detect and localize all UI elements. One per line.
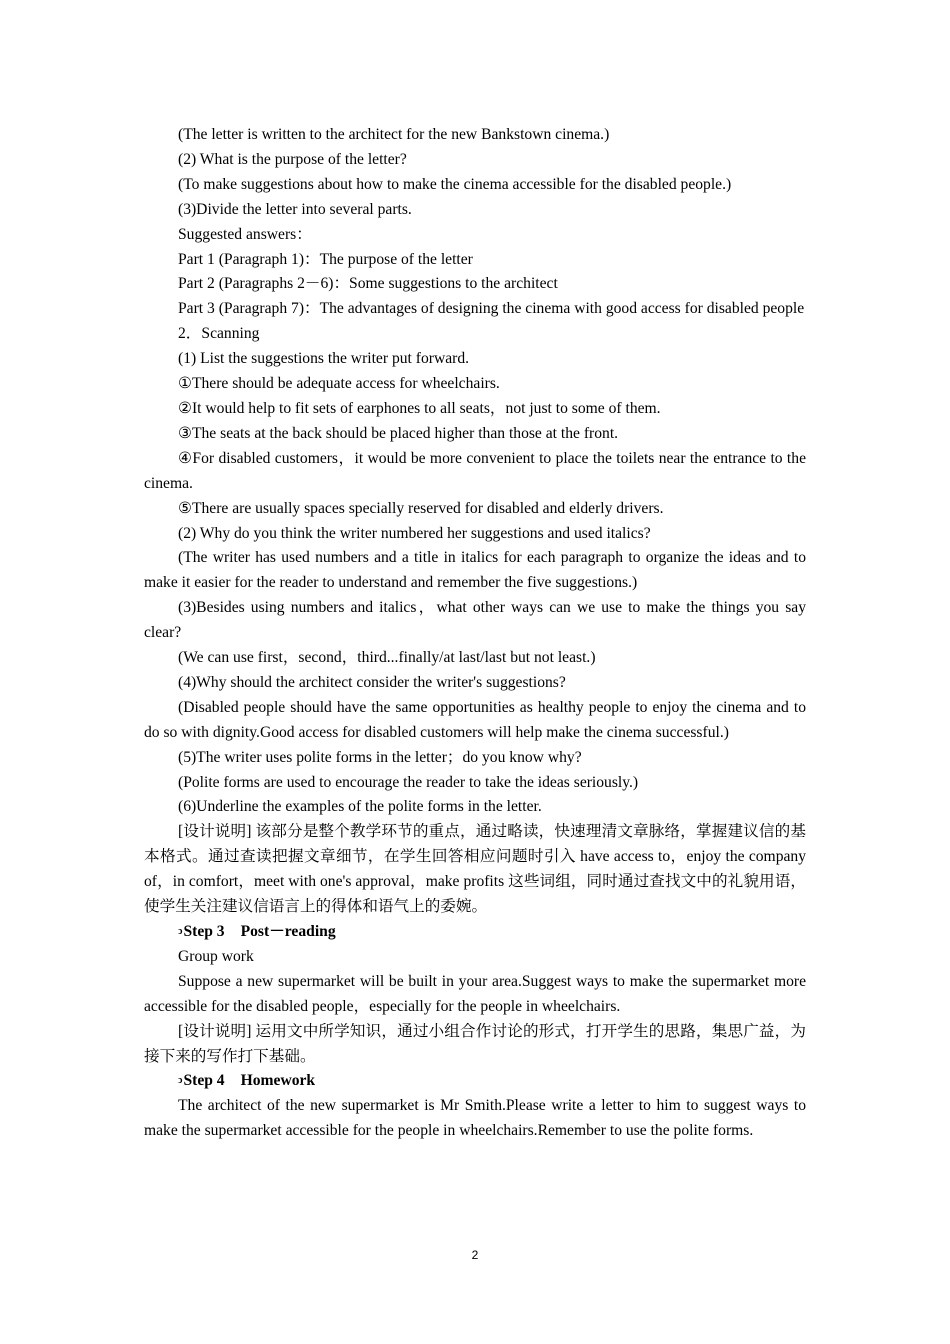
page-body: [144, 123, 806, 1144]
step-marker-icon: ↄ: [178, 926, 183, 937]
text-paragraph: (The writer has used numbers and a title in italics for each paragraph to organize the ideas and to make it easier for the reader to understand and remember the five suggestions.): [144, 549, 806, 592]
text-paragraph: (The letter is written to the architect for the new Bankstown cinema.): [178, 126, 610, 143]
text-paragraph: (1) List the suggestions the writer put forward.: [178, 350, 470, 368]
text-paragraph: Part 3 (Paragraph 7)：The advantages of designing the cinema with good access for disabled people: [178, 300, 805, 318]
page-number: 2: [471, 1248, 479, 1262]
step-3-heading: [144, 920, 806, 945]
list-item: ④For disabled customers，it would be more convenient to place the toilets near the entrance to the cinema.: [144, 449, 806, 492]
text-paragraph: The architect of the new supermarket is Mr Smith.Please write a letter to him to suggest ways to make the supermarket accessible for the people in wheelchairs.Remember to use the polite forms.: [144, 1097, 806, 1140]
text-paragraph: (3)Besides using numbers and italics，what other ways can we use to make the things you say clear?: [144, 599, 806, 642]
text-paragraph: Suggested answers：: [178, 225, 312, 243]
text-paragraph: (2) What is the purpose of the letter?: [178, 150, 407, 168]
text-paragraph: (Disabled people should have the same opportunities as healthy people to enjoy the cinema and to do so with dignity.Good access for disabled customers will help make the cinema successful.): [144, 698, 806, 741]
list-item: ⑤There are usually spaces specially reserved for disabled and elderly drivers.: [178, 499, 664, 517]
text-paragraph: Group work: [178, 947, 254, 965]
text-paragraph: Suppose a new supermarket will be built in your area.Suggest ways to make the supermarket more accessible for the disabled people，especially for the people in wheelchairs.: [144, 972, 806, 1015]
step-label: Homework: [240, 1072, 316, 1090]
text-paragraph: (5)The writer uses polite forms in the letter；do you know why?: [178, 748, 582, 766]
step-title: Step 4: [183, 1072, 225, 1090]
step-title: Step 3: [183, 923, 225, 940]
step-4-heading: [144, 1069, 806, 1094]
text-paragraph: (2) Why do you think the writer numbered her suggestions and used italics?: [178, 524, 651, 542]
design-note: [设计说明] 该部分是整个教学环节的重点，通过略读，快速理清文章脉络，掌握建议信的基本格式。通过查读把握文章细节，在学生回答相应问题时引入 have access to，enjoy the company of，in comfort，meet with one's approval，make profits 这些词组，同时通过查找文中的礼貌用语，使学生关注建议信语言上的得体和语气上的委婉。: [144, 823, 806, 916]
list-item: ③The seats at the back should be placed higher than those at the front.: [178, 424, 619, 442]
list-item: ②It would help to fit sets of earphones to all seats，not just to some of them.: [178, 399, 661, 417]
text-paragraph: (Polite forms are used to encourage the reader to take the ideas seriously.): [178, 773, 639, 791]
text-paragraph: (6)Underline the examples of the polite forms in the letter.: [178, 798, 542, 816]
step-marker-icon: ↄ: [178, 1075, 183, 1087]
design-note: [设计说明] 运用文中所学知识，通过小组合作讨论的形式，打开学生的思路，集思广益，为接下来的写作打下基础。: [144, 1022, 806, 1065]
list-item: ①There should be adequate access for wheelchairs.: [178, 375, 500, 393]
text-paragraph: (To make suggestions about how to make the cinema accessible for the disabled people.): [178, 175, 732, 193]
text-paragraph: Part 1 (Paragraph 1)：The purpose of the letter: [178, 250, 473, 268]
step-label: Post－reading: [240, 923, 336, 940]
text-paragraph: (3)Divide the letter into several parts.: [178, 200, 412, 218]
text-paragraph: (4)Why should the architect consider the writer's suggestions?: [178, 673, 566, 691]
text-paragraph: (We can use first，second，third...finally/at last/last but not least.): [178, 649, 596, 667]
text-paragraph: Part 2 (Paragraphs 2－6)：Some suggestions to the architect: [178, 275, 558, 293]
section-heading: 2．Scanning: [178, 325, 260, 343]
